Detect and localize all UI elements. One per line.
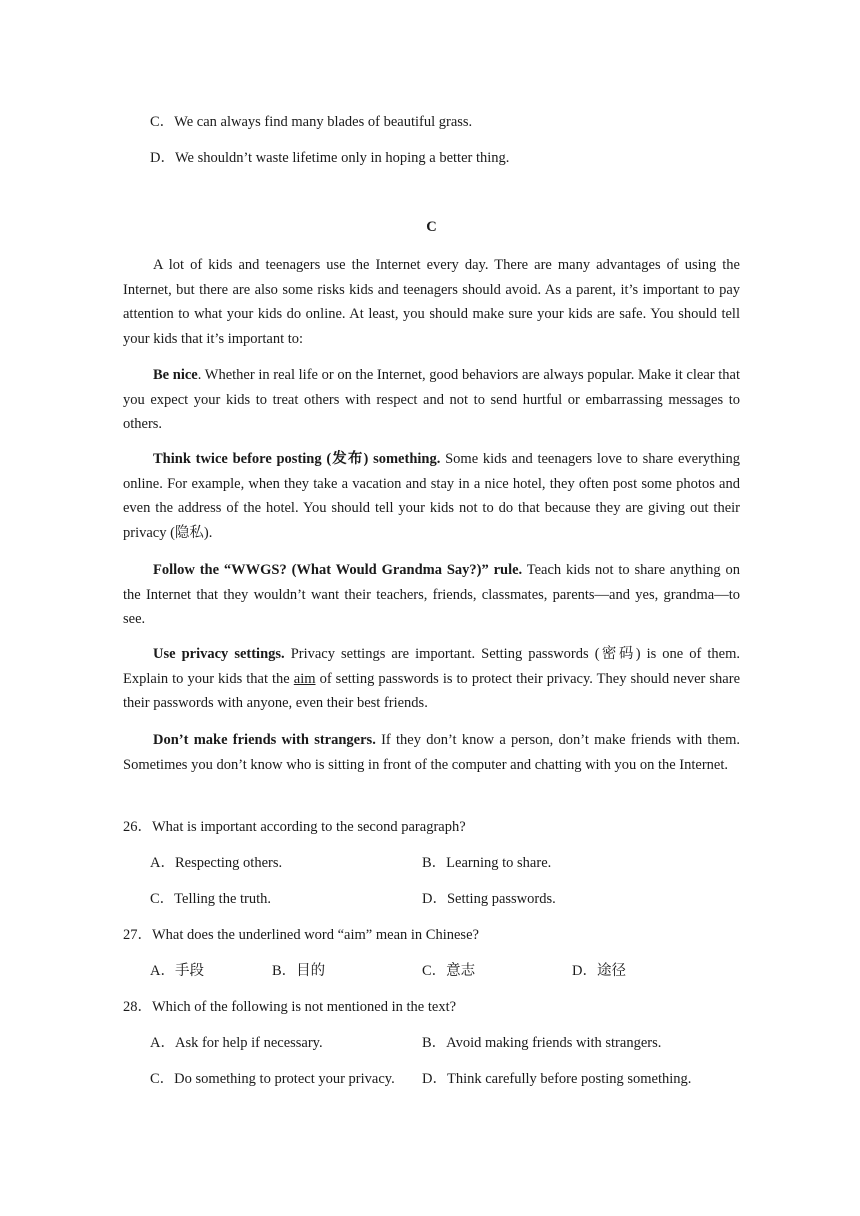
q26-option-b: B．Learning to share.	[422, 855, 552, 871]
paragraph-think-twice: Think twice before posting (发布) something. Some kids and teenagers love to share everything online. For example, when they take a vacation and stay in a nice hotel, they often post some photos and even the address of the hotel. You should tell your kids not to do that because they are giving out their privacy (隐私).	[123, 451, 740, 541]
q28-option-d: D．Think carefully before posting something.	[422, 1071, 692, 1087]
q28-option-a: A．Ask for help if necessary.	[150, 1035, 323, 1051]
paragraph-strangers: Don’t make friends with strangers. If they don’t know a person, don’t make friends with them. Sometimes you don’t know who is sitting in front of the computer and chatting with you on the Internet.	[123, 732, 741, 773]
q28-option-b: B．Avoid making friends with strangers.	[422, 1035, 662, 1051]
paragraph-be-nice: Be nice. Whether in real life or on the Internet, good behaviors are always popular. Make it clear that you expect your kids to treat others with respect and not to send hurtful or embarrassing messages to others.	[123, 367, 740, 432]
q27-option-c: C．意志	[422, 963, 476, 979]
paragraph-privacy-settings: Use privacy settings. Privacy settings are important. Setting passwords (密码) is one of them. Explain to your kids that the aim of setting passwords is to protect their privacy. They should never share their passwords with anyone, even their best friends.	[123, 646, 740, 711]
prev-option-c: C．We can always find many blades of beautiful grass.	[150, 114, 473, 130]
question-27: 27．What does the underlined word “aim” mean in Chinese?	[123, 927, 479, 943]
q27-option-d: D．途径	[572, 963, 626, 979]
q26-option-d: D．Setting passwords.	[422, 891, 556, 907]
paragraph-heading: Be nice	[153, 367, 198, 383]
question-28: 28．Which of the following is not mentioned in the text?	[123, 999, 457, 1015]
question-26: 26．What is important according to the second paragraph?	[123, 819, 466, 835]
paragraph-wwgs: Follow the “WWGS? (What Would Grandma Say?)” rule. Teach kids not to share anything on the Internet that they wouldn’t want their teachers, friends, classmates, parents—and yes, grandma—to see.	[123, 562, 740, 627]
q28-option-c: C．Do something to protect your privacy.	[150, 1071, 395, 1087]
q26-option-c: C．Telling the truth.	[150, 891, 272, 907]
intro-paragraph: A lot of kids and teenagers use the Internet every day. There are many advantages of using the Internet, but there are also some risks kids and teenagers should avoid. As a parent, it’s important to pay attention to what your kids do online. At least, you should make sure your kids are safe. You should tell your kids that it’s important to:	[123, 257, 740, 347]
paragraph-heading: Think twice before posting (发布) something.	[153, 451, 441, 467]
q26-option-a: A．Respecting others.	[150, 855, 283, 871]
prev-option-d: D．We shouldn’t waste lifetime only in hoping a better thing.	[150, 150, 510, 166]
q27-option-b: B．目的	[272, 963, 326, 979]
paragraph-heading: Follow the “WWGS? (What Would Grandma Say?)” rule.	[153, 562, 523, 578]
q27-option-a: A．手段	[150, 963, 204, 979]
section-title: C	[426, 219, 437, 235]
underlined-word: aim	[293, 670, 316, 687]
paragraph-heading: Don’t make friends with strangers.	[153, 732, 376, 748]
paragraph-heading: Use privacy settings.	[153, 646, 285, 662]
